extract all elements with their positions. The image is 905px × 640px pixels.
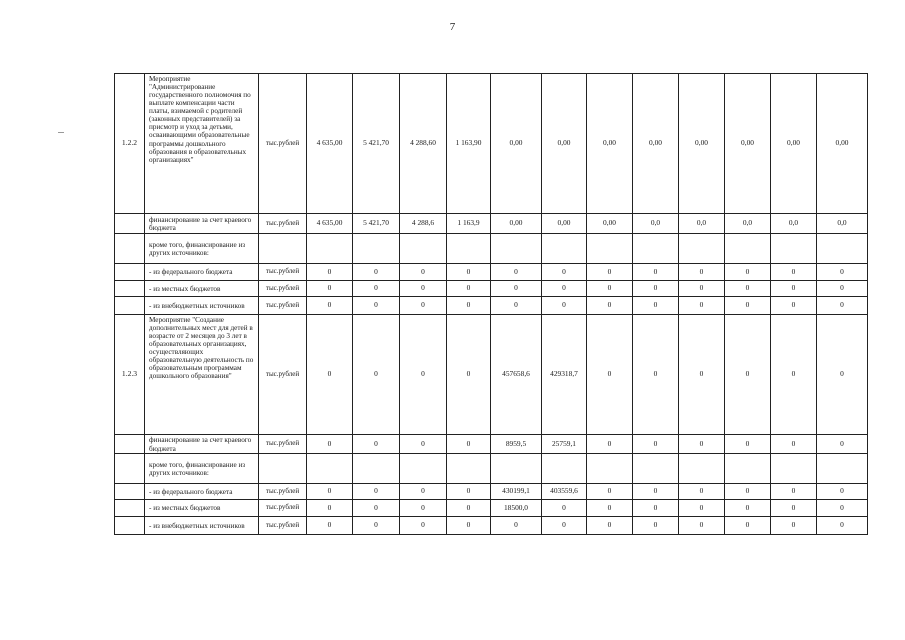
row-name: - из местных бюджетов <box>145 281 259 297</box>
row-unit: тыс.рублей <box>259 484 307 500</box>
row-value: 18500,0 <box>491 500 542 517</box>
row-value: 0 <box>771 315 817 435</box>
row-value: 0 <box>817 517 868 535</box>
row-value <box>447 234 491 264</box>
row-value <box>771 454 817 484</box>
row-value <box>400 234 447 264</box>
row-value: 0 <box>587 264 633 281</box>
row-value: 430199,1 <box>491 484 542 500</box>
row-code <box>115 484 145 500</box>
row-value: 0 <box>771 264 817 281</box>
row-value: 0 <box>633 315 679 435</box>
row-value: 0,00 <box>491 74 542 214</box>
row-value: 0 <box>633 484 679 500</box>
table-row <box>115 435 868 454</box>
row-value: 1 163,9 <box>447 214 491 234</box>
row-value: 0 <box>587 500 633 517</box>
row-code <box>115 454 145 484</box>
row-value: 0 <box>447 297 491 315</box>
row-value: 0 <box>400 500 447 517</box>
row-value: 0 <box>447 484 491 500</box>
row-unit: тыс.рублей <box>259 214 307 234</box>
row-code <box>115 264 145 281</box>
row-value: 0 <box>353 264 400 281</box>
row-name: финансирование за счет краевого бюджета <box>145 435 259 454</box>
row-value: 0 <box>587 281 633 297</box>
row-value: 0 <box>447 264 491 281</box>
row-value: 0 <box>491 517 542 535</box>
row-value: 0 <box>353 297 400 315</box>
row-value: 0 <box>817 484 868 500</box>
row-value: 0 <box>307 297 353 315</box>
row-value: 0,0 <box>725 214 771 234</box>
row-value: 0 <box>353 435 400 454</box>
row-value <box>633 454 679 484</box>
row-value: 0 <box>817 500 868 517</box>
row-value: 0,0 <box>817 214 868 234</box>
row-value: 5 421,70 <box>353 214 400 234</box>
row-value: 457658,6 <box>491 315 542 435</box>
row-value: 0 <box>679 315 725 435</box>
row-code: 1.2.3 <box>115 315 145 435</box>
row-value: 0 <box>400 435 447 454</box>
row-code <box>115 500 145 517</box>
row-value: 4 288,60 <box>400 74 447 214</box>
row-value: 0 <box>307 264 353 281</box>
row-unit: тыс.рублей <box>259 435 307 454</box>
row-value <box>542 234 587 264</box>
row-value <box>307 454 353 484</box>
row-value: 0,00 <box>633 74 679 214</box>
row-value: 0 <box>679 500 725 517</box>
row-name: - из внебюджетных источников <box>145 517 259 535</box>
row-value: 8959,5 <box>491 435 542 454</box>
row-value <box>491 234 542 264</box>
row-value <box>679 234 725 264</box>
row-value: 0 <box>353 517 400 535</box>
row-value: 0,00 <box>587 214 633 234</box>
row-value: 0 <box>633 500 679 517</box>
row-unit: тыс.рублей <box>259 500 307 517</box>
row-value: 0 <box>587 435 633 454</box>
row-value: 0 <box>353 315 400 435</box>
row-value: 0 <box>679 281 725 297</box>
table-row-note <box>115 234 868 264</box>
row-value <box>542 454 587 484</box>
row-unit <box>259 454 307 484</box>
row-value: 0 <box>725 315 771 435</box>
row-code: 1.2.2 <box>115 74 145 214</box>
row-value: 0 <box>817 281 868 297</box>
row-value: 0 <box>587 484 633 500</box>
row-value <box>587 234 633 264</box>
row-name: - из федерального бюджета <box>145 484 259 500</box>
row-value: 0 <box>307 500 353 517</box>
row-value: 0,00 <box>679 74 725 214</box>
row-value: 0 <box>400 264 447 281</box>
row-value: 0 <box>679 484 725 500</box>
table-row <box>115 517 868 535</box>
row-code <box>115 297 145 315</box>
row-name: - из федерального бюджета <box>145 264 259 281</box>
table-row-note <box>115 454 868 484</box>
row-value: 0 <box>491 281 542 297</box>
row-code <box>115 517 145 535</box>
row-value <box>771 234 817 264</box>
row-value: 0 <box>307 484 353 500</box>
row-value: 4 635,00 <box>307 74 353 214</box>
table-row <box>115 500 868 517</box>
row-value <box>447 454 491 484</box>
row-value: 0 <box>542 281 587 297</box>
row-value: 0 <box>817 264 868 281</box>
row-value <box>725 454 771 484</box>
row-value: 0 <box>587 517 633 535</box>
row-value: 0 <box>307 315 353 435</box>
row-value: 0,00 <box>771 74 817 214</box>
row-value: 0 <box>447 517 491 535</box>
row-unit <box>259 234 307 264</box>
row-value: 0,00 <box>491 214 542 234</box>
table-row-item <box>115 74 868 214</box>
row-code <box>115 234 145 264</box>
row-value: 0 <box>542 297 587 315</box>
row-value: 0 <box>633 281 679 297</box>
row-code <box>115 435 145 454</box>
row-value: 0 <box>447 315 491 435</box>
row-value: 0 <box>447 435 491 454</box>
row-value: 0 <box>771 281 817 297</box>
row-value: 0 <box>817 315 868 435</box>
row-value: 0 <box>725 297 771 315</box>
row-value <box>633 234 679 264</box>
row-name: кроме того, финансирование из других источников: <box>145 454 259 484</box>
row-value: 0 <box>679 297 725 315</box>
row-value: 4 288,6 <box>400 214 447 234</box>
row-value: 0 <box>633 264 679 281</box>
row-value: 0 <box>725 484 771 500</box>
row-name: - из внебюджетных источников <box>145 297 259 315</box>
table-body <box>115 74 868 535</box>
row-value: 0 <box>400 281 447 297</box>
row-value: 0 <box>353 281 400 297</box>
row-value <box>817 234 868 264</box>
row-unit: тыс.рублей <box>259 74 307 214</box>
row-unit: тыс.рублей <box>259 281 307 297</box>
row-value <box>725 234 771 264</box>
row-value <box>679 454 725 484</box>
row-value: 0 <box>542 264 587 281</box>
row-code <box>115 281 145 297</box>
row-value: 403559,6 <box>542 484 587 500</box>
row-value: 0 <box>725 264 771 281</box>
table-row <box>115 281 868 297</box>
row-unit: тыс.рублей <box>259 315 307 435</box>
row-value: 0 <box>447 500 491 517</box>
row-value: 0 <box>771 297 817 315</box>
row-value: 0 <box>307 517 353 535</box>
table-row <box>115 484 868 500</box>
row-value: 0 <box>400 517 447 535</box>
row-value: 0,00 <box>725 74 771 214</box>
row-value: 0 <box>633 517 679 535</box>
budget-table <box>114 73 868 535</box>
row-value: 0 <box>817 435 868 454</box>
row-value: 0 <box>725 500 771 517</box>
row-value: 0,0 <box>679 214 725 234</box>
row-value: 0 <box>633 297 679 315</box>
row-value <box>400 454 447 484</box>
row-name: Мероприятие "Создание дополнительных мест для детей в возрасте от 2 месяцев до 3 лет в образовательных организациях, осуществляющих образовательную деятельность по образовательным программам дошкольного образования" <box>145 315 259 435</box>
row-value: 0 <box>353 484 400 500</box>
row-name: Мероприятие "Администрирование государственного полномочия по выплате компенсации части платы, взимаемой с родителей (законных представителей) за присмотр и уход за детьми, осваивающими образовательные программы дошкольного образования в образовательных организациях" <box>145 74 259 214</box>
row-value: 0,0 <box>633 214 679 234</box>
row-value: 25759,1 <box>542 435 587 454</box>
row-name: кроме того, финансирование из других источников: <box>145 234 259 264</box>
row-value: 0 <box>725 281 771 297</box>
row-value: 0 <box>542 517 587 535</box>
row-value: 0 <box>679 517 725 535</box>
table-row <box>115 214 868 234</box>
table-row <box>115 264 868 281</box>
row-value: 0,0 <box>771 214 817 234</box>
row-value: 0 <box>771 517 817 535</box>
row-value: 4 635,00 <box>307 214 353 234</box>
row-value: 0 <box>400 484 447 500</box>
row-value: 0 <box>400 315 447 435</box>
row-value: 0 <box>400 297 447 315</box>
row-value: 0 <box>491 297 542 315</box>
row-unit: тыс.рублей <box>259 517 307 535</box>
row-value: 0 <box>771 500 817 517</box>
row-value: 0 <box>587 297 633 315</box>
row-value: 0 <box>491 264 542 281</box>
table-row <box>115 297 868 315</box>
row-value <box>587 454 633 484</box>
row-name: - из местных бюджетов <box>145 500 259 517</box>
row-value: 0 <box>307 281 353 297</box>
row-value: 0,00 <box>587 74 633 214</box>
row-value: 0 <box>447 281 491 297</box>
row-value: 0,00 <box>542 214 587 234</box>
row-value: 0 <box>542 500 587 517</box>
row-value <box>307 234 353 264</box>
row-value <box>491 454 542 484</box>
row-value <box>817 454 868 484</box>
row-value: 0 <box>353 500 400 517</box>
row-value: 0 <box>817 297 868 315</box>
row-code <box>115 214 145 234</box>
row-value: 0,00 <box>817 74 868 214</box>
row-unit: тыс.рублей <box>259 297 307 315</box>
page-number: 7 <box>449 21 456 33</box>
table-row-item <box>115 315 868 435</box>
row-value: 0 <box>679 435 725 454</box>
row-value: 0 <box>725 435 771 454</box>
row-value: 1 163,90 <box>447 74 491 214</box>
row-value: 5 421,70 <box>353 74 400 214</box>
row-value: 0 <box>725 517 771 535</box>
row-value <box>353 234 400 264</box>
row-value: 429318,7 <box>542 315 587 435</box>
row-value: 0 <box>679 264 725 281</box>
row-unit: тыс.рублей <box>259 264 307 281</box>
row-value: 0 <box>771 435 817 454</box>
row-value: 0 <box>587 315 633 435</box>
row-value: 0,00 <box>542 74 587 214</box>
row-value: 0 <box>633 435 679 454</box>
margin-mark <box>58 132 64 133</box>
row-value: 0 <box>771 484 817 500</box>
row-value <box>353 454 400 484</box>
row-name: финансирование за счет краевого бюджета <box>145 214 259 234</box>
row-value: 0 <box>307 435 353 454</box>
